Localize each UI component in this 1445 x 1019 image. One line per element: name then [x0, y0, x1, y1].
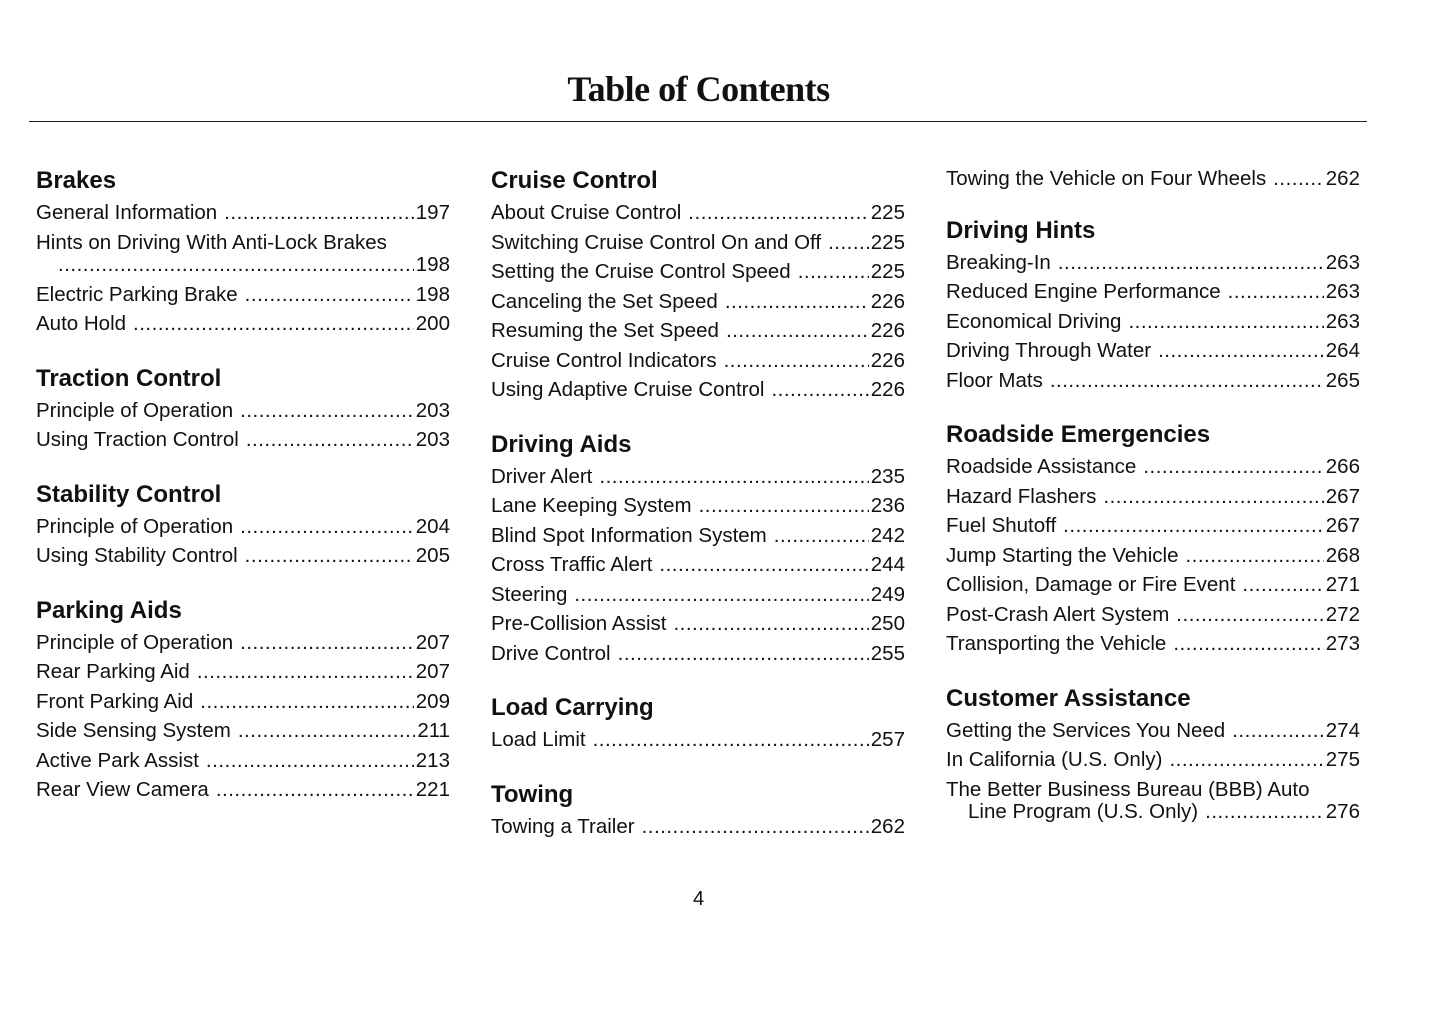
toc-entry[interactable]: Resuming the Set Speed ..... 226	[491, 316, 905, 346]
toc-entry[interactable]: Jump Starting the Vehicle ..... 268	[946, 541, 1360, 571]
toc-entry[interactable]: Front Parking Aid ..... 209	[36, 687, 450, 717]
section-title: Roadside Emergencies	[946, 421, 1211, 448]
toc-section-cruise-control	[491, 164, 905, 405]
toc-entry[interactable]: Drive Control ..... 255	[491, 639, 905, 669]
toc-entry[interactable]: Active Park Assist ..... 213	[36, 746, 450, 776]
section-title: Customer Assistance	[946, 684, 1191, 712]
toc-entry[interactable]: Using Stability Control ..... 205	[36, 541, 450, 571]
toc-entry[interactable]: Towing the Vehicle on Four Wheels ..... 262	[946, 164, 1360, 194]
toc-entry[interactable]: Switching Cruise Control On and Off ..... 225	[491, 228, 905, 258]
toc-section-driving-hints	[946, 214, 1360, 396]
toc-entry[interactable]: Lane Keeping System ..... 236	[491, 491, 905, 521]
section-title: Brakes	[36, 167, 117, 194]
toc-section-driving-aids	[491, 428, 905, 669]
toc-section-towing	[491, 778, 905, 842]
toc-entry[interactable]: Auto Hold ..... 200	[36, 309, 450, 339]
toc-entry[interactable]: In California (U.S. Only) ..... 275	[946, 745, 1360, 775]
toc-section-parking-aids	[36, 594, 450, 805]
toc-entry[interactable]: Canceling the Set Speed ..... 226	[491, 287, 905, 317]
toc-entry[interactable]: Using Traction Control ..... 203	[36, 425, 450, 455]
toc-entry[interactable]: Principle of Operation ..... 203	[36, 396, 450, 426]
toc-entry[interactable]: Rear Parking Aid ..... 207	[36, 657, 450, 687]
toc-entry[interactable]: Fuel Shutoff ..... 267	[946, 511, 1360, 541]
toc-section-roadside-emergencies	[946, 418, 1360, 659]
toc-entry[interactable]: Transporting the Vehicle ..... 273	[946, 629, 1360, 659]
page-title: Table of Contents	[567, 69, 830, 109]
toc-column-3	[946, 164, 1360, 850]
toc-entry[interactable]: Electric Parking Brake ..... 198	[36, 280, 450, 310]
section-title: Parking Aids	[36, 596, 182, 624]
section-title: Traction Control	[36, 364, 222, 392]
toc-section-brakes	[36, 164, 450, 339]
toc-entry[interactable]: General Information ..... 197	[36, 198, 450, 228]
toc-entry[interactable]: About Cruise Control ..... 225	[491, 198, 905, 228]
toc-column-2	[491, 164, 905, 864]
toc-entry[interactable]: Floor Mats ..... 265	[946, 366, 1360, 396]
section-title: Towing	[491, 780, 574, 808]
toc-entry[interactable]: Load Limit ..... 257	[491, 725, 905, 755]
toc-entry[interactable]: Pre-Collision Assist ..... 250	[491, 609, 905, 639]
toc-entry[interactable]: The Better Business Bureau (BBB) Auto Line Program (U.S. Only) ..... 276	[946, 775, 1360, 827]
toc-section-traction-control	[36, 362, 450, 455]
section-title: Load Carrying	[491, 694, 654, 721]
toc-entry[interactable]: Hints on Driving With Anti-Lock Brakes ..... 198	[36, 228, 450, 280]
toc-entry[interactable]: Cruise Control Indicators ..... 226	[491, 346, 905, 376]
toc-entry[interactable]: Principle of Operation ..... 204	[36, 512, 450, 542]
toc-section-load-carrying	[491, 691, 905, 755]
toc-entry[interactable]: Using Adaptive Cruise Control ..... 226	[491, 375, 905, 405]
toc-section-stability-control	[36, 478, 450, 571]
toc-entry[interactable]: Setting the Cruise Control Speed ..... 225	[491, 257, 905, 287]
toc-entry[interactable]: Hazard Flashers ..... 267	[946, 482, 1360, 512]
toc-entry[interactable]: Roadside Assistance ..... 266	[946, 452, 1360, 482]
section-title: Cruise Control	[491, 167, 658, 194]
toc-entry[interactable]: Cross Traffic Alert ..... 244	[491, 550, 905, 580]
toc-entry[interactable]: Steering ..... 249	[491, 580, 905, 610]
toc-entry[interactable]: Blind Spot Information System ..... 242	[491, 521, 905, 551]
toc-entry[interactable]: Getting the Services You Need ..... 274	[946, 716, 1360, 746]
toc-entry[interactable]: Driver Alert ..... 235	[491, 462, 905, 492]
toc-section-customer-assistance	[946, 682, 1360, 827]
toc-entry[interactable]: Driving Through Water ..... 264	[946, 336, 1360, 366]
toc-entry[interactable]: Collision, Damage or Fire Event ..... 271	[946, 570, 1360, 600]
toc-entry[interactable]: Side Sensing System ..... 211	[36, 716, 450, 746]
toc-entry[interactable]: Breaking-In ..... 263	[946, 248, 1360, 278]
toc-entry[interactable]: Rear View Camera ..... 221	[36, 775, 450, 805]
section-title: Driving Aids	[491, 430, 632, 458]
toc-entry[interactable]: Post-Crash Alert System ..... 272	[946, 600, 1360, 630]
section-title: Stability Control	[36, 480, 222, 508]
toc-entry[interactable]: Towing a Trailer ..... 262	[491, 812, 905, 842]
page-number: 4	[692, 888, 705, 910]
toc-entry[interactable]: Reduced Engine Performance ..... 263	[946, 277, 1360, 307]
toc-column-1	[36, 164, 450, 828]
section-title: Driving Hints	[946, 216, 1096, 244]
toc-entry[interactable]: Economical Driving ..... 263	[946, 307, 1360, 337]
toc-entry[interactable]: Principle of Operation ..... 207	[36, 628, 450, 658]
title-divider	[29, 121, 1367, 122]
